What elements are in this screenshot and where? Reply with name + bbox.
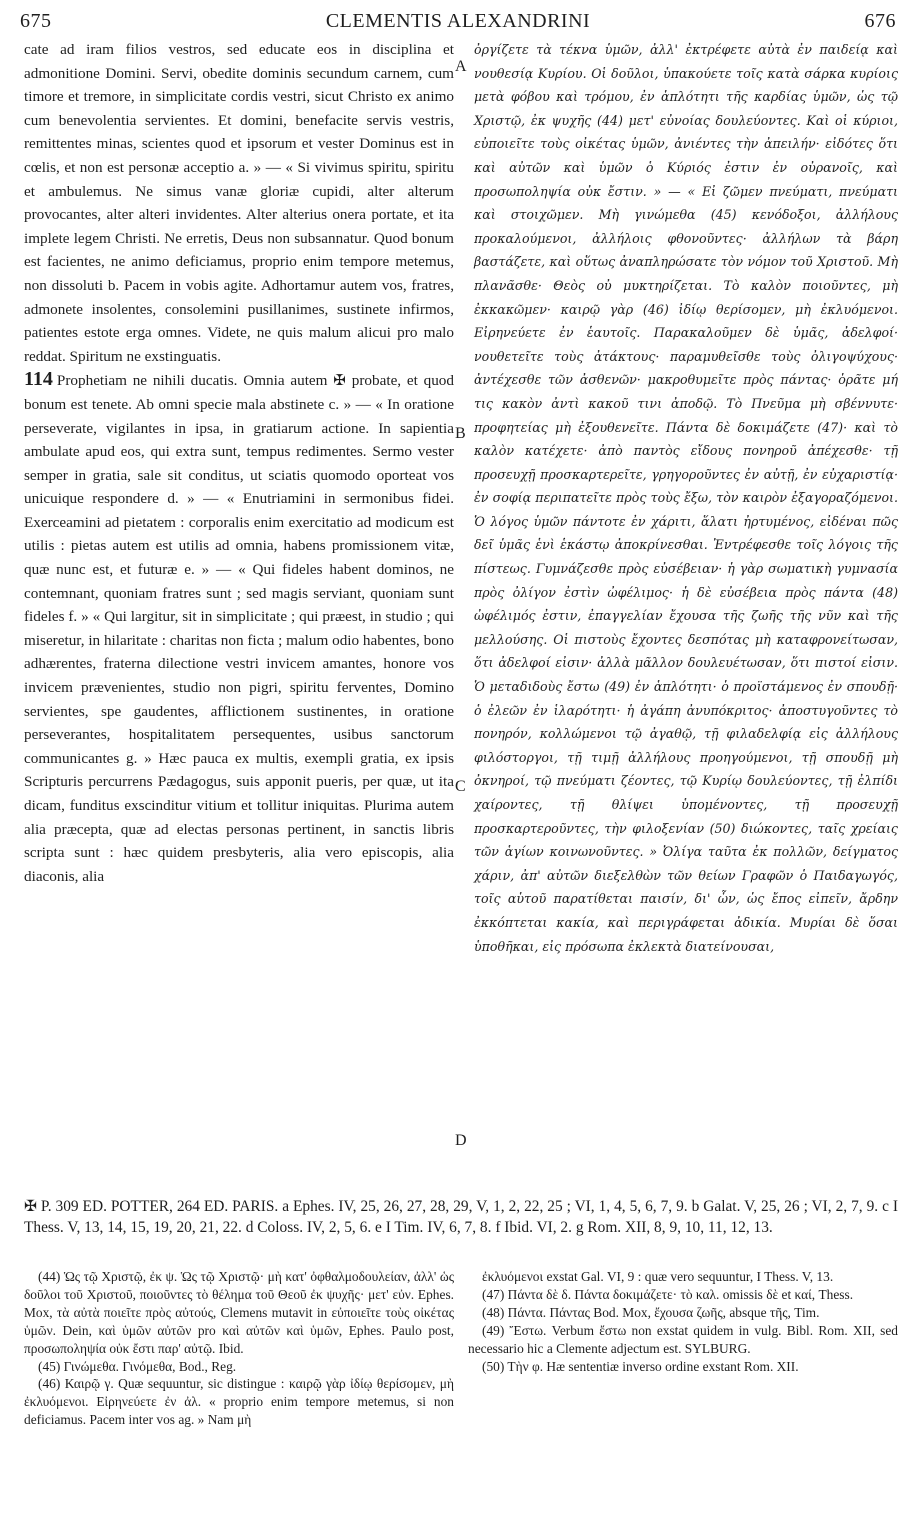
note-49: (49) Ἔστω. Verbum ἔστω non exstat quidem in vulg. Bibl. Rom. XII, sed necessario hic a Clemente adjectum est. SYLBURG.: [468, 1322, 898, 1356]
greek-paragraph: ὀργίζετε τὰ τέκνα ὑμῶν, ἀλλ' ἐκτρέφετε αὐτὰ ἐν παιδείᾳ καὶ νουθεσίᾳ Κυρίου. Οἱ δοῦλοι, ὑπακούετε τοῖς κατὰ σάρκα κυρίοις μετὰ φόβου καὶ τρόμου, ἐν ἁπλότητι τῆς καρδίας ὑμῶν, ὡς τῷ Χριστῷ, ἐκ ψυχῆς (44) μετ' εὐνοίας δουλεύοντες. Καὶ οἱ κύριοι, εὐποιεῖτε τοὺς οἰκέτας ὑμῶν, ἀνιέντες τὴν ἀπειλήν· εἰδότες ὅτι καὶ αὐτῶν καὶ ὑμῶν ὁ Κύριός ἐστιν ἐν οὐρανοῖς, καὶ προσωποληψία οὐκ ἔστιν. » — « Εἰ ζῶμεν πνεύματι, πνεύματι καὶ στοιχῶμεν. Μὴ γινώμεθα (45) κενόδοξοι, ἀλλήλους προκαλούμενοι, ἀλλήλοις φθονοῦντες· ἀλλήλων τὰ βάρη βαστάζετε, καὶ οὕτως ἀναπληρώσατε τὸν νόμον τοῦ Χριστοῦ. Μὴ πλανᾶσθε· Θεὸς οὐ μυκτηρίζεται. Τὸ καλὸν ποιοῦντες, μὴ ἐκκακῶμεν· καιρῷ γὰρ (46) ἰδίῳ θερίσομεν, μὴ ἐκλυόμενοι. Εἰρηνεύετε ἐν ἑαυτοῖς. Παρακαλοῦμεν δὲ ὑμᾶς, ἀδελφοί· νουθετεῖτε τοὺς ἀτάκτους· παραμυθεῖσθε τοὺς ὀλιγοψύχους· ἀντέχεσθε τῶν ἀσθενῶν· μακροθυμεῖτε πρὸς πάντας· ὁρᾶτε μή τις κακὸν ἀντὶ κακοῦ τινι ἀποδῷ. Τὸ Πνεῦμα μὴ σβέννυτε· προφητείας μὴ ἐξουθενεῖτε. Πάντα δὲ δοκιμάζετε (47)· καὶ τὸ καλὸν κατέχετε· ἀπὸ παντὸς εἴδους πονηροῦ ἀπέχεσθε· τῇ προσευχῇ προσκαρτερεῖτε, γρηγοροῦντες ἐν αὐτῇ, ἐν εὐχαριστίᾳ· ἐν σοφίᾳ περιπατεῖτε πρὸς τοὺς ἔξω, τὸν καιρὸν ἐξαγοραζόμενοι. Ὁ λόγος ὑμῶν πάντοτε ἐν χάριτι, ἅλατι ἠρτυμένος, εἰδέναι πῶς δεῖ ὑμᾶς ἑνὶ ἑκάστῳ ἀποκρίνεσθαι. Ἐντρέφεσθε τοῖς λόγοις τῆς πίστεως. Γυμνάζεσθε πρὸς εὐσέβειαν· ἡ γὰρ σωματικὴ γυμνασία πρὸς ὀλίγον ἐστὶν ὠφέλιμος· ἡ δὲ εὐσέβεια πρὸς πάντα (48) ὠφέλιμός ἐστιν, ἐπαγγελίαν ἔχουσα τῆς ζωῆς τῆς νῦν καὶ τῆς μελλούσης. Οἱ πιστοὺς ἔχοντες δεσπότας μὴ καταφρονείτωσαν, ὅτι ἀδελφοί εἰσιν· ἀλλὰ μᾶλλον δουλευέτωσαν, ὅτι πιστοί εἰσιν. Ὁ μεταδιδοὺς ἔστω (49) ἐν ἁπλότητι· ὁ προϊστάμενος ἐν σπουδῇ· ὁ ἐλεῶν ἐν ἱλαρότητι· ἡ ἀγάπη ἀνυπόκριτος· ἀποστυγοῦντες τὸ πονηρόν, κολλώμενοι τῷ ἀγαθῷ, τῇ φιλαδελφίᾳ εἰς ἀλλήλους φιλόστοργοι, τῇ τιμῇ ἀλλήλους προηγούμενοι, τῇ σπουδῇ μὴ ὀκνηροί, τῷ πνεύματι ζέοντες, τῷ Κυρίῳ δουλεύοντες, τῇ ἐλπίδι χαίροντες, τῇ θλίψει ὑπομένοντες, τῇ προσευχῇ προσκαρτεροῦντες, τὴν φιλοξενίαν (50) διώκοντες, ταῖς χρείαις τῶν ἁγίων κοινωνοῦντες. » Ὀλίγα ταῦτα ἐκ πολλῶν, δείγματος χάριν, ἀπ' αὐτῶν διεξελθὼν τῶν θείων Γραφῶν ὁ Παιδαγωγός, τοῖς αὑτοῦ παρατίθεται παισίν, δι' ὧν, ὡς ἔπος εἰπεῖν, ἄρδην ἐκκόπτεται κακία, καὶ περιγράφεται ἀδικία. Μυρίαι δὲ ὅσαι ὑποθῆκαι, εἰς πρόσωπα ἐκλεκτὰ διατείνουσαι,: [474, 42, 898, 954]
running-title: CLEMENTIS ALEXANDRINI: [325, 10, 591, 32]
note-45: (45) Γινώμεθα. Γινόμεθα, Bod., Reg.: [38, 1358, 237, 1374]
note-50: (50) Τὴν φ. Hæ sententiæ inverso ordine exstant Rom. XII.: [482, 1358, 799, 1374]
note-44: (44) Ὡς τῷ Χριστῷ, ἐκ ψ. Ὡς τῷ Χριστῷ· μὴ κατ' ὀφθαλμοδουλείαν, ἀλλ' ὡς δοῦλοι τοῦ Χριστοῦ, ποιοῦντες τὸ θέλημα τοῦ Θεοῦ ἐκ ψυχῆς· μετ' εὐν. Ephes. Mox, τὰ αὐτὰ ποιεῖτε πρὸς αὐτούς, Clemens mutavit in εὐποιεῖτε τοὺς οἰκέτας ὑμῶν. Dein, καὶ ὑμῶν αὐτῶν pro καὶ αὐτῶν καὶ ὑμῶν, Ephes. Paulo post, προσωποληψία οὐκ ἔστι παρ' αὐτῷ. Ibid.: [24, 1269, 454, 1356]
references-text: ✠ P. 309 ED. POTTER, 264 ED. PARIS. a Ephes. IV, 25, 26, 27, 28, 29, V, 1, 2, 22, 25 ; VI, 1, 4, 5, 6, 7, 9. b Galat. V, 25, 26 ; VI, 2, 7, 9. c I Thess. V, 13, 14, 15, 19, 20, 21, 22. d Coloss. IV, 2, 5, 6. e I Tim. IV, 6, 7, 8. f Ibid. VI, 2. g Rom. XII, 8, 9, 10, 11, 12, 13.: [24, 1198, 898, 1236]
greek-column: [474, 38, 898, 958]
note-47: (47) Πάντα δὲ δ. Πάντα δοκιμάζετε· τὸ καλ. omissis δὲ et καί, Thess.: [482, 1286, 854, 1302]
latin-paragraph-2-text: Prophetiam ne nihili ducatis. Omnia autem ✠ probate, et quod bonum est tenete. Ab omni specie mala abstinete c. » — « In oratione perseverate, vigilantes in ipsa, in gratiarum actione. In sapientia ambulate apud eos, qui extra sunt, tempus redimentes. Sermo vester semper in gratia, sale sit conditus, ut sciatis quomodo oporteat vos unicuique respondere d. » — « Enutriamini in sermonibus fidei. Exerceamini ad pietatem : corporalis enim exercitatio ad modicum est utilis : pietas autem est utilis ad omnia, habens promissionem vitæ, quæ nunc est, et futuræ e. » — « Qui fideles habent dominos, ne contemnant, quoniam fratres sunt ; sed magis serviant, quoniam sunt fideles f. » « Qui largitur, sit in simplicitate ; qui præest, in studio ; qui miseretur, in hilaritate : charitas non ficta ; malum odio habentes, bono adhærentes, fraterna dilectione vestri invicem amantes, honore vos invicem prævenientes, studio non pigri, spiritu ferventes, Domino servientes, spe gaudentes, afflictionem sustinentes, in oratione perseverantes, hospitalitatem persequentes, usibus sanctorum communicantes g. » Hæc pauca ex multis, exempli gratia, ex ipsis Scripturis percurrens Pædagogus, suis apponit pueris, per quæ, ut ita dicam, funditus exscinditur vitium et tollitur iniquitas. Plurima autem alia præcepta, quæ ad electas personas pertinent, in sanctis libris scripta sunt : hæc quidem presbyteris, alia vero episcopis, alia diaconis, alia: [24, 372, 455, 885]
scripture-references: [24, 1196, 898, 1238]
margin-mark-d: D: [455, 1132, 467, 1149]
right-page-number: 676: [864, 10, 896, 32]
page-header: [0, 10, 916, 36]
latin-column: [24, 38, 454, 888]
note-48: (48) Πάντα. Πάντας Bod. Mox, ἔχουσα ζωῆς, absque τῆς, Tim.: [482, 1304, 820, 1320]
margin-mark-c: C: [455, 778, 466, 795]
left-page-number: 675: [20, 10, 52, 32]
note-46: (46) Καιρῷ γ. Quæ sequuntur, sic distingue : καιρῷ γὰρ ἰδίῳ θερίσομεν, μὴ ἐκλυόμενοι. Εἰρηνεύετε ἐν ἀλ. « proprio enim tempore metemus, si non deficiamus. Pacem inter vos ag. » Nam μὴ: [24, 1376, 454, 1428]
note-46-continued: ἐκλυόμενοι exstat Gal. VI, 9 : quæ vero sequuntur, I Thess. V, 13.: [482, 1269, 834, 1284]
notes-right-column: [468, 1268, 898, 1375]
latin-paragraph-2: [24, 368, 454, 888]
margin-mark-a: A: [455, 58, 467, 75]
notes-divider: [0, 1263, 916, 1264]
latin-paragraph-1: cate ad iram filios vestros, sed educate eos in disciplina et admonitione Domini. Servi, obedite dominis secundum carnem, cum timore et tremore, in simplicitate cordis vestri, sicut Christo ex animo cum benevolentia servientes. Et domini, benefacite servis vestris, remittentes minas, scientes quod et ipsorum et vester Dominus est in cœlis, et non est personæ acceptio a. » — « Si vivimus spiritu, spiritu et ambulemus. Ne simus vanæ gloriæ cupidi, alter alterum provocantes, alter alteri invidentes. Alter alterius onera portate, et ita implete legem Christi. Ne erretis, Deus non subsannatur. Quod bonum est facientes, ne animo deficiamus, proprio enim tempore metemus, non dissoluti b. Pacem in vobis agite. Adhortamur autem vos, fratres, admonete insolentes, consolemini pusillanimes, sustinete infirmos, patientes estote erga omnes. Videte, ne quis malum alicui pro malo reddat. Spiritum ne exstinguatis.: [24, 41, 454, 365]
margin-mark-b: B: [455, 425, 466, 442]
section-number: 114: [24, 368, 53, 391]
notes-left-column: [24, 1268, 454, 1429]
